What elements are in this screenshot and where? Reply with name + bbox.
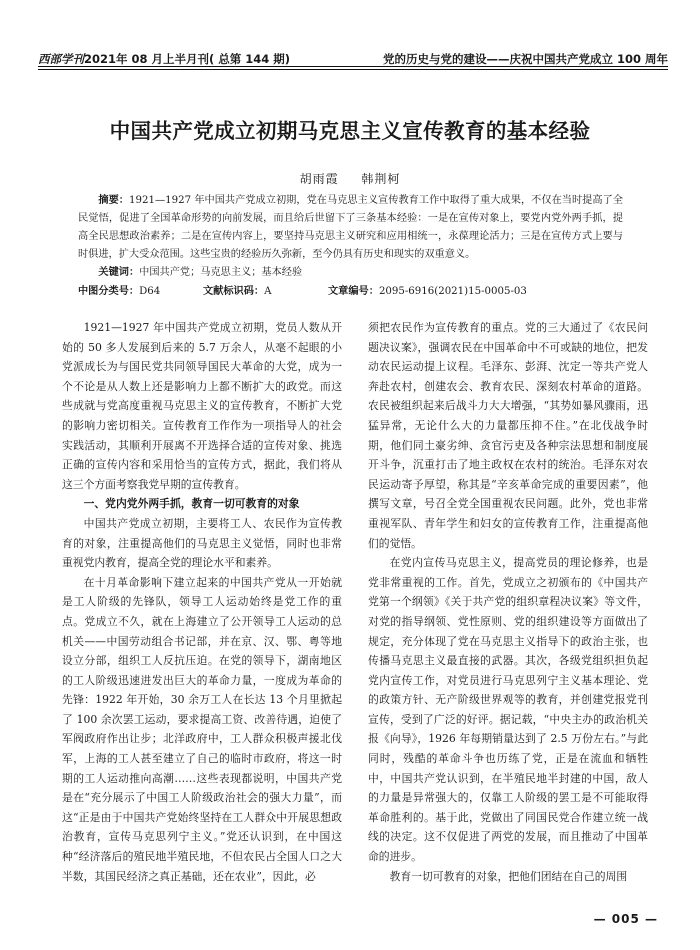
abstract-label: 摘要：	[98, 195, 130, 206]
header-rule-thin	[38, 69, 668, 70]
header-rule	[38, 66, 668, 67]
body-paragraph: 中国共产党成立初期，主要将工人、农民作为宣传教育的对象，注重提高他们的马克思主义觉悟，同时也非常重视党内教育，提高全党的理论水平和素养。	[62, 516, 342, 570]
body-paragraph: 在党内宣传马克思主义，提高党员的理论修养，也是党非常重视的工作。首先，党成立之初颁布的《中国共产党第一个纲领》《关于共产党的组织章程决议案》等文件，对党的指导纲领、党性原则、党的组织建设等方面做出了规定，充分体现了党在马克思主义指导下的政治主张，也传播马克思主义最直接的武器。其次，各级党组织担负起党内宣传工作，对党员进行马克思列宁主义基本理论、党的政策方针、无产阶级世界观等的教育，并创建党报党刊宣传，受到了广泛的好评。据记载，“中央主办的政治机关报《向导》，1926 年每期销量达到了 2.5 万份左右。”与此同时，残酷的革命斗争也历练了党，正是在流血和牺牲中，中国共产党认识到，在半殖民地半封建的中国，敌人的力量是异常强大的，仅靠工人阶级的罢工是不可能取得革命胜利的。基于此，党做出了同国民党合作建立统一战线的决定。这不仅促进了两党的发展，而且推动了中国革命的进步。	[368, 556, 648, 864]
section-heading: 一、党内党外两手抓，教育一切可教育的对象	[83, 497, 300, 511]
authors	[0, 170, 700, 187]
running-header	[38, 44, 668, 66]
clc	[78, 284, 203, 300]
abstract	[78, 192, 623, 264]
page-number: — 005 —	[593, 912, 658, 926]
abstract-block	[78, 192, 623, 282]
doc-code-value: A	[264, 286, 272, 297]
body-paragraph: 教育一切可教育的对象，把他们团结在自己的周围	[389, 869, 628, 883]
abstract-text: 1921—1927 年中国共产党成立初期，党在马克思主义宣传教育工作中取得了重大成果，不仅在当时提高了全民觉悟，促进了全国革命形势的向前发展，而且给后世留下了三条基本经验：一是在宣传对象上，要党内党外两手抓，提高全民思想政治素养；二是在宣传内容上，要坚持马克思主义研究和应用相统一，永葆理论活力；三是在宣传方式上要与时俱进，扩大受众范围。这些宝贵的经验历久弥新，至今仍具有历史和现实的双重意义。	[78, 195, 623, 260]
doc-code	[203, 284, 328, 300]
keywords	[78, 264, 623, 282]
article-title: 中国共产党成立初期马克思主义宣传教育的基本经验	[109, 119, 591, 143]
article-meta	[78, 284, 623, 300]
article-number-label: 文章编号：	[328, 286, 379, 297]
header-left	[38, 52, 290, 66]
journal-name: 西部学刊	[38, 52, 84, 66]
body-paragraph: 在十月革命影响下建立起来的中国共产党从一开始就是工人阶级的先锋队，领导工人运动始终是党工作的重点。党成立不久，就在上海建立了公开领导工人运动的总机关——中国劳动组合书记部，并在京、汉、鄂、粤等地设立分部，组织工人反抗压迫。在党的领导下，湖南地区的工人阶级迅速进发出巨大的革命力量，一度成为革命的先锋：1922 年开始，30 余万工人在长达 13 个月里掀起了 100 余次罢工运动，要求提高工资、改善待遇，迫使了军阀政府作出让步；北洋政府中，工人群众积极声援北伐军，上海的工人甚至建立了自己的临时市政府，将这一时期的工人运动推向高潮……这些表现都说明，中国共产党是在“充分展示了中国工人阶级政治社会的强大力量”，而这“正是由于中国共产党始终坚持在工人群众中开展思想政治教育，宣传马克思列宁主义。”党还认识到，在中国这种“经济落后的殖民地半殖民地，不但农民占全国人口之大半数，其国民经济之真正基础，还在农业”，因此，必	[62, 575, 342, 883]
author-1: 胡雨霞	[299, 172, 339, 186]
body-column-left	[62, 318, 342, 886]
body-paragraph: 须把农民作为宣传教育的重点。党的三大通过了《农民问题决议案》，强调农民在中国革命中不可或缺的地位，把发动农民运动提上议程。毛泽东、彭湃、沈定一等共产党人奔赴农村，创建农会、教育农民、深刻农村革命的道路。农民被组织起来后战斗力大大增强，“其势如暴风骤雨，迅猛异常，无论什么大的力量都压抑不住。”在北伐战争时期，他们同土豪劣绅、贪官污吏及各种宗法思想和制度展开斗争，沉重打击了地主政权在农村的统治。毛泽东对农民运动寄予厚望，称其是“辛亥革命完成的重要因素”，他撰写文章，号召全党全国重视农民问题。此外，党也非常重视军队、青年学生和妇女的宣传教育工作，注重提高他们的觉悟。	[368, 321, 648, 550]
article-number-value: 2095-6916(2021)15-0005-03	[378, 286, 527, 297]
clc-value: D64	[139, 286, 161, 297]
author-2: 韩荆柯	[361, 172, 401, 186]
keywords-text: 中国共产党；马克思主义；基本经验	[139, 267, 303, 278]
issue-info: 2021年 08 月上半月刊( 总第 144 期)	[84, 52, 291, 66]
article-number	[328, 284, 527, 300]
clc-label: 中图分类号：	[78, 286, 140, 297]
column-name: 党的历史与党的建设——庆祝中国共产党成立 100 周年	[382, 52, 668, 66]
body-column-right	[368, 318, 648, 886]
keywords-label: 关键词：	[98, 267, 140, 278]
doc-code-label: 文献标识码：	[203, 286, 265, 297]
body-paragraph: 1921—1927 年中国共产党成立初期，党员人数从开始的 50 多人发展到后来的 5.7 万余人，从毫不起眼的小党派成长为与国民党共同领导国民大革命的大党，成为一个不论是从人数上还是影响力上都不断扩大的政党。而这些成就与党高度重视马克思主义的宣传教育，不断扩大党的影响力密切相关。宣传教育工作作为一项指导人的社会实践活动，其顺利开展离不开选择合适的宣传对象、挑选正确的宣传内容和采用恰当的宣传方式，据此，我们将从这三个方面考察我党早期的宣传教育。	[62, 321, 342, 491]
